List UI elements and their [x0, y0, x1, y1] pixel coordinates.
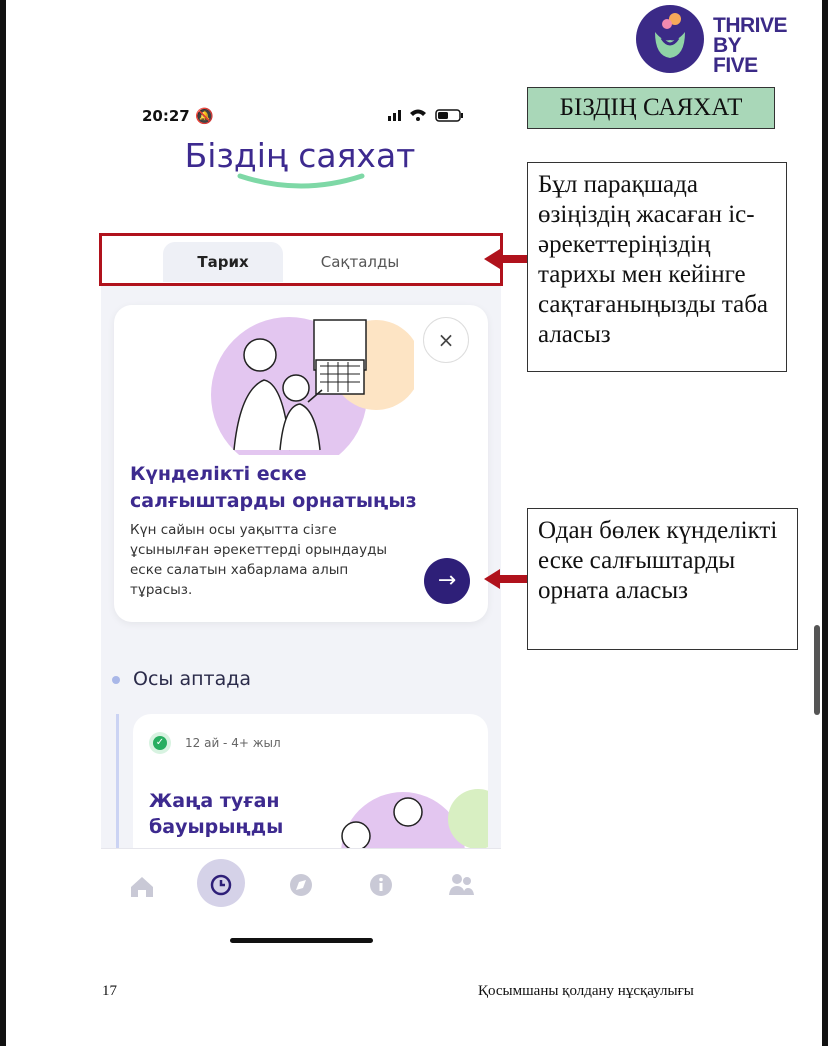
- status-icons: [388, 107, 468, 127]
- age-range: 12 ай - 4+ жыл: [185, 736, 281, 750]
- mute-icon: 🔕: [194, 107, 214, 125]
- check-mark: ✓: [153, 736, 167, 750]
- logo-text: [713, 16, 787, 76]
- title-underline: [236, 168, 366, 192]
- family-icon[interactable]: [436, 861, 486, 909]
- app-title: Біздің саяхат: [184, 136, 416, 175]
- note-history: Бұл парақшада өзіңіздің жасаған іс-әрекеттеріңіздің тарихы мен кейінге сақтағаныңызды таба аласыз: [527, 162, 787, 372]
- set-reminder-arrow-button[interactable]: →: [424, 558, 470, 604]
- history-icon[interactable]: [196, 861, 246, 909]
- arrow-to-reminder-icon: [484, 569, 528, 589]
- home-icon[interactable]: [117, 861, 167, 909]
- right-edge: [822, 0, 828, 1046]
- tab-saved[interactable]: Сақталды: [320, 253, 400, 271]
- bottom-nav: [101, 848, 501, 919]
- logo-line2: BY FIVE: [713, 34, 758, 77]
- info-icon[interactable]: [356, 861, 406, 909]
- reminder-card: [114, 305, 488, 622]
- status-time: [142, 107, 214, 125]
- section-dot: [112, 676, 120, 684]
- card-body: Күн сайын осы уақытта сізге ұсынылған әрекеттерді орындауды еске салатын хабарлама алып тұрасыз.: [130, 522, 388, 598]
- home-indicator: [230, 938, 373, 943]
- timeline-line: [116, 714, 119, 848]
- logo-line1: THRIVE: [713, 14, 788, 37]
- signal-wifi-battery-icon: [388, 107, 468, 123]
- scrollbar[interactable]: [814, 625, 820, 715]
- arrow-to-tabs-icon: [484, 249, 528, 269]
- section-title: Осы аптада: [133, 668, 251, 690]
- tab-history[interactable]: Тарих: [163, 242, 283, 282]
- activity-title: Жаңа туған бауырыңды: [149, 790, 284, 838]
- card-title: Күнделікті еске салғыштарды орнатыңыз: [130, 463, 417, 512]
- thrive-logo: [635, 4, 788, 77]
- logo-icon: [635, 4, 705, 74]
- tabs-highlight-box: [99, 233, 503, 286]
- section-banner: БІЗДІҢ САЯХАТ: [527, 87, 775, 129]
- explore-icon[interactable]: [276, 861, 326, 909]
- left-edge: [0, 0, 6, 1046]
- activity-card[interactable]: [133, 714, 488, 848]
- siblings-illustration: [318, 784, 488, 848]
- note-reminders: Одан бөлек күнделікті еске салғыштарды орната аласыз: [527, 508, 798, 650]
- footer-title: Қосымшаны қолдану нұсқаулығы: [478, 983, 694, 999]
- time-text: 20:27: [142, 107, 190, 125]
- close-card-button[interactable]: ×: [423, 317, 469, 363]
- check-icon: [149, 732, 171, 754]
- page-number: 17: [102, 983, 117, 999]
- parent-child-calendar-illustration: [204, 310, 414, 455]
